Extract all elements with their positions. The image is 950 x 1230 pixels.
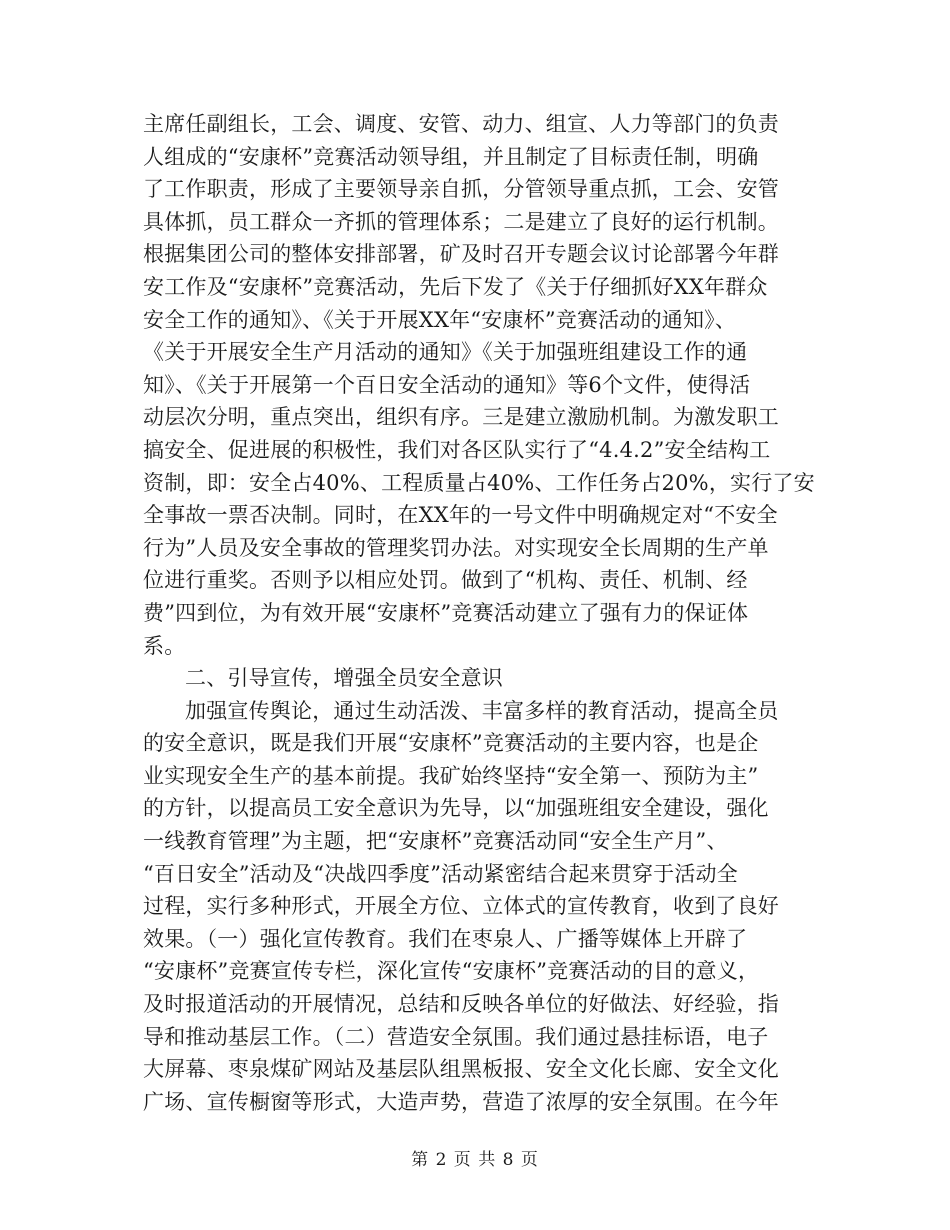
paragraph-line: 了工作职责，形成了主要领导亲自抓，分管领导重点抓，工会、安管: [143, 177, 779, 202]
paragraph-line: “安康杯”竞赛宣传专栏，深化宣传“安康杯”竞赛活动的目的意义，: [143, 959, 760, 984]
paragraph-line: 搞安全、促进展的积极性，我们对各区队实行了“4.4.2”安全结构工: [143, 437, 771, 462]
paragraph-line-indented: 加强宣传舆论，通过生动活泼、丰富多样的教育活动，提高全员: [185, 698, 779, 723]
paragraph-line: 及时报道活动的开展情况，总结和反映各单位的好做法、好经验，指: [143, 992, 779, 1017]
page-number-footer: 第 2 页 共 8 页: [411, 1150, 539, 1170]
paragraph-line: 《关于开展安全生产月活动的通知》《关于加强班组建设工作的通: [143, 340, 748, 365]
paragraph-line: 效果。（一）强化宣传教育。我们在枣泉人、广播等媒体上开辟了: [143, 926, 748, 951]
paragraph-line: “百日安全”活动及“决战四季度”活动紧密结合起来贯穿于活动全: [143, 861, 738, 886]
paragraph-line: 一线教育管理”为主题，把“安康杯”竞赛活动同“安全生产月”、: [143, 829, 728, 854]
paragraph-line-indented: 二、引导宣传，增强全员安全意识: [185, 666, 503, 691]
paragraph-line: 广场、宣传橱窗等形式，大造声势，营造了浓厚的安全氛围。在今年: [143, 1089, 779, 1114]
paragraph-line: 具体抓，员工群众一齐抓的管理体系；二是建立了良好的运行机制。: [143, 209, 779, 234]
paragraph-line: 业实现安全生产的基本前提。我矿始终坚持“安全第一、预防为主”: [143, 763, 759, 788]
paragraph-line: 安工作及“安康杯”竞赛活动，先后下发了《关于仔细抓好XX年群众: [143, 274, 768, 299]
paragraph-line: 费”四到位，为有效开展“安康杯”竞赛活动建立了强有力的保证体: [143, 600, 749, 625]
paragraph-line: 的安全意识，既是我们开展“安康杯”竞赛活动的主要内容，也是企: [143, 731, 759, 756]
paragraph-line: 知》、《关于开展第一个百日安全活动的通知》等6个文件，使得活: [143, 372, 751, 397]
paragraph-line: 系。: [143, 633, 186, 658]
paragraph-line: 动层次分明，重点突出，组织有序。三是建立激励机制。为激发职工: [143, 405, 779, 430]
paragraph-line: 主席任副组长，工会、调度、安管、动力、组宣、人力等部门的负责: [143, 112, 779, 136]
paragraph-line: 资制，即：安全占40%、工程质量占40%、工作任务占20%，实行了安: [143, 470, 815, 495]
paragraph-line: 的方针，以提高员工安全意识为先导，以“加强班组安全建设，强化: [143, 796, 769, 821]
paragraph-line: 行为”人员及安全事故的管理奖罚办法。对实现安全长周期的生产单: [143, 535, 769, 560]
paragraph-line: 人组成的“安康杯”竞赛活动领导组，并且制定了目标责任制，明确: [143, 144, 759, 169]
paragraph-line: 安全工作的通知》、《关于开展XX年“安康杯”竞赛活动的通知》、: [143, 307, 737, 332]
paragraph-line: 根据集团公司的整体安排部署，矿及时召开专题会议讨论部署今年群: [143, 242, 779, 267]
document-body: [143, 108, 815, 1118]
paragraph-line: 过程，实行多种形式，开展全方位、立体式的宣传教育，收到了良好: [143, 894, 779, 919]
paragraph-line: 大屏幕、枣泉煤矿网站及基层队组黑板报、安全文化长廊、安全文化: [143, 1057, 779, 1082]
paragraph-line: 位进行重奖。否则予以相应处罚。做到了“机构、责任、机制、经: [143, 568, 748, 593]
paragraph-line: 全事故一票否决制。同时，在XX年的一号文件中明确规定对“不安全: [143, 503, 778, 528]
paragraph-line: 导和推动基层工作。（二）营造安全氛围。我们通过悬挂标语，电子: [143, 1024, 769, 1049]
